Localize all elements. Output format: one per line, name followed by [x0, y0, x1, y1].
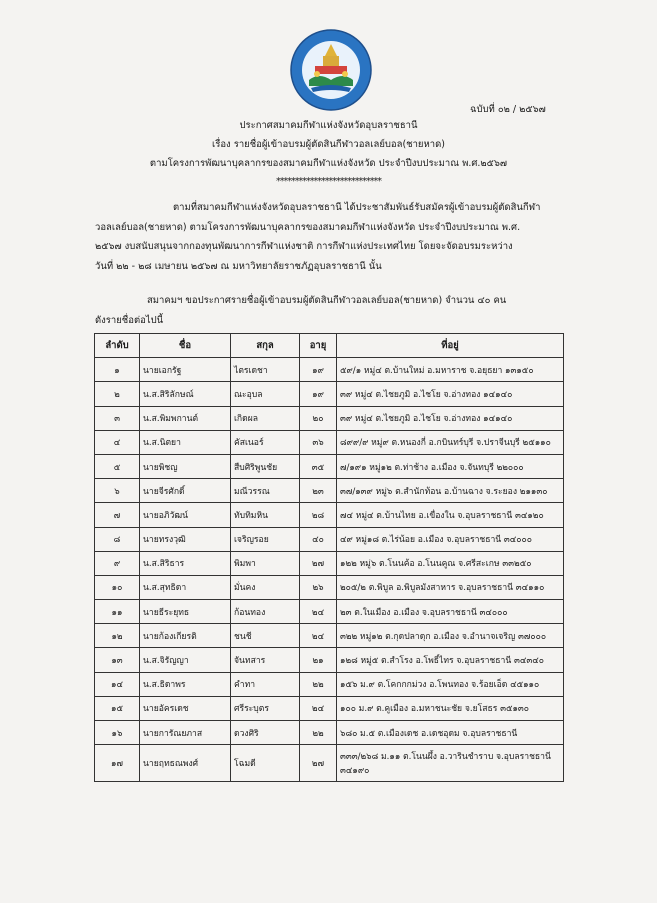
cell-order: ๑๑ [95, 600, 140, 624]
cell-age: ๑๙ [300, 358, 337, 382]
cell-order: ๕ [95, 454, 140, 478]
table-row [95, 575, 564, 599]
cell-order: ๖ [95, 479, 140, 503]
cell-surname: เจริญรอย [231, 527, 300, 551]
cell-name: น.ส.จิรัญญา [140, 648, 231, 672]
table-row [95, 624, 564, 648]
cell-address: ๑๒๒ หมู่๖ ต.โนนค้อ อ.โนนคูณ จ.ศรีสะเกษ ๓๓๒๕๐ [337, 551, 564, 575]
cell-address: ๓๒๒ หมู่๑๒ ต.กุดปลาดุก อ.เมือง จ.อำนาจเจริญ ๓๗๐๐๐ [337, 624, 564, 648]
cell-order: ๒ [95, 382, 140, 406]
cell-order: ๘ [95, 527, 140, 551]
announcement-subject: เรื่อง รายชื่อผู้เข้าอบรมผู้ตัดสินกีฬาวอลเลย์บอล(ชายหาด) [212, 139, 445, 150]
separator-stars: **************************** [276, 176, 381, 187]
cell-surname: สืบศิริพูนชัย [231, 454, 300, 478]
cell-surname: มณีวรรณ [231, 479, 300, 503]
cell-address: ๘๙๙/๙ หมู่๙ ต.หนองกี่ อ.กบินทร์บุรี จ.ปราจีนบุรี ๒๕๑๑๐ [337, 430, 564, 454]
cell-name: น.ส.สิริลักษณ์ [140, 382, 231, 406]
cell-age: ๒๑ [300, 648, 337, 672]
cell-name: นายเอกรัฐ [140, 358, 231, 382]
table-row [95, 672, 564, 696]
table-row [95, 454, 564, 478]
cell-age: ๓๖ [300, 430, 337, 454]
cell-age: ๒๗ [300, 551, 337, 575]
cell-order: ๑๖ [95, 721, 140, 745]
body-paragraph [95, 198, 565, 276]
table-row [95, 406, 564, 430]
cell-age: ๒๔ [300, 624, 337, 648]
cell-name: น.ส.ธิดาพร [140, 672, 231, 696]
association-logo [289, 28, 373, 112]
cell-age: ๑๙ [300, 382, 337, 406]
table-row [95, 527, 564, 551]
cell-order: ๑ [95, 358, 140, 382]
header-surname: สกุล [231, 334, 300, 358]
cell-order: ๑๔ [95, 672, 140, 696]
cell-surname: เกิดผล [231, 406, 300, 430]
cell-age: ๒๗ [300, 745, 337, 782]
cell-surname: โฉมดี [231, 745, 300, 782]
table-body [95, 358, 564, 782]
cell-address: ๑๒๘ หมู่๕ ต.สำโรง อ.โพธิ์ไทร จ.อุบลราชธานี ๓๔๓๔๐ [337, 648, 564, 672]
cell-age: ๓๕ [300, 454, 337, 478]
cell-name: นายธีระยุทธ [140, 600, 231, 624]
cell-name: นายจีรศักดิ์ [140, 479, 231, 503]
cell-age: ๒๔ [300, 696, 337, 720]
cell-name: นายอภิวัฒน์ [140, 503, 231, 527]
body-line-4: วันที่ ๒๒ - ๒๘ เมษายน ๒๕๖๗ ณ มหาวิทยาลัยราชภัฏอุบลราชธานี นั้น [95, 260, 382, 272]
cell-surname: ณะอุบล [231, 382, 300, 406]
cell-surname: พิมพา [231, 551, 300, 575]
header-address: ที่อยู่ [337, 334, 564, 358]
cell-surname: มั่นคง [231, 575, 300, 599]
cell-name: น.ส.พิมพกานต์ [140, 406, 231, 430]
cell-age: ๒๒ [300, 721, 337, 745]
table-row [95, 479, 564, 503]
cell-surname: ดวงศิริ [231, 721, 300, 745]
header-name: ชื่อ [140, 334, 231, 358]
cell-address: ๒๐๕/๒ ต.พิบูล อ.พิบูลมังสาหาร จ.อุบลราชธานี ๓๔๑๑๐ [337, 575, 564, 599]
cell-order: ๑๒ [95, 624, 140, 648]
table-header-row [95, 334, 564, 358]
table-row [95, 648, 564, 672]
body-line-2: วอลเลย์บอล(ชายหาด) ตามโครงการพัฒนาบุคลากรของสมาคมกีฬาแห่งจังหวัด ประจำปีงบประมาณ พ.ศ. [95, 221, 521, 233]
cell-address: ๗๔ หมู่๔ ต.บ้านไทย อ.เขื่องใน จ.อุบลราชธานี ๓๔๑๒๐ [337, 503, 564, 527]
cell-age: ๒๖ [300, 575, 337, 599]
cell-name: น.ส.นิตยา [140, 430, 231, 454]
table-row [95, 358, 564, 382]
cell-surname: ทับทิมหิน [231, 503, 300, 527]
cell-address: ๒๓ ต.ในเมือง อ.เมือง จ.อุบลราชธานี ๓๔๐๐๐ [337, 600, 564, 624]
cell-surname: ไตรเดชา [231, 358, 300, 382]
cell-age: ๒๒ [300, 672, 337, 696]
cell-name: น.ส.สุทธิดา [140, 575, 231, 599]
announcement-title: ประกาศสมาคมกีฬาแห่งจังหวัดอุบลราชธานี [239, 120, 418, 131]
cell-name: นายฤทธณพงศ์ [140, 745, 231, 782]
body-line-3: ๒๕๖๗ งบสนับสนุนจากกองทุนพัฒนาการกีฬาแห่งชาติ การกีฬาแห่งประเทศไทย โดยจะจัดอบรมระหว่าง [95, 241, 513, 252]
table-row [95, 696, 564, 720]
table-row [95, 551, 564, 575]
cell-order: ๙ [95, 551, 140, 575]
cell-name: นายการัณยภาส [140, 721, 231, 745]
cell-name: นายอัครเดช [140, 696, 231, 720]
cell-surname: ชนชี [231, 624, 300, 648]
cell-order: ๑๗ [95, 745, 140, 782]
cell-address: ๕๙/๑ หมู่๔ ต.บ้านใหม่ อ.มหาราช จ.อยุธยา ๑๓๑๕๐ [337, 358, 564, 382]
cell-age: ๒๔ [300, 600, 337, 624]
body-line-1: ตามที่สมาคมกีฬาแห่งจังหวัดอุบลราชธานี ได้ประชาสัมพันธ์รับสมัครผู้เข้าอบรมผู้ตัดสินกีฬา [173, 202, 541, 213]
cell-name: นายก้องเกียรติ [140, 624, 231, 648]
cell-surname: ก้อนทอง [231, 600, 300, 624]
table-row [95, 382, 564, 406]
cell-address: ๑๕๖ ม.๙ ต.โคกกกม่วง อ.โพนทอง จ.ร้อยเอ็ด ๔๕๑๑๐ [337, 672, 564, 696]
cell-order: ๓ [95, 406, 140, 430]
cell-age: ๒๐ [300, 406, 337, 430]
table-row [95, 600, 564, 624]
cell-address: ๓๓๓/๒๖๘ ม.๑๑ ต.โนนผึ้ง อ.วารินชำราบ จ.อุบลราชธานี ๓๔๑๙๐ [337, 745, 564, 782]
table-row [95, 721, 564, 745]
cell-address: ๖๘๐ ม.๕ ต.เมืองเดช อ.เดชอุดม จ.อุบลราชธานี [337, 721, 564, 745]
cell-order: ๗ [95, 503, 140, 527]
cell-address: ๔๙ หมู่๑๘ ต.ไร่น้อย อ.เมือง จ.อุบลราชธานี ๓๔๐๐๐ [337, 527, 564, 551]
cell-address: ๓๙ หมู่๔ ต.ไชยภูมิ อ.ไชโย จ.อ่างทอง ๑๔๑๔๐ [337, 382, 564, 406]
cell-surname: คัสเนอร์ [231, 430, 300, 454]
cell-order: ๑๕ [95, 696, 140, 720]
participants-table [94, 333, 564, 782]
document-number: ฉบับที่ ๐๒ / ๒๕๖๗ [470, 104, 546, 115]
cell-address: ๓๙ หมู่๔ ต.ไชยภูมิ อ.ไชโย จ.อ่างทอง ๑๔๑๔๐ [337, 406, 564, 430]
announce-line-2: ดังรายชื่อต่อไปนี้ [95, 315, 164, 326]
cell-address: ๑๐๐ ม.๙ ต.คูเมือง อ.มหาชนะชัย จ.ยโสธร ๓๕๑๓๐ [337, 696, 564, 720]
cell-age: ๔๐ [300, 527, 337, 551]
cell-order: ๑๓ [95, 648, 140, 672]
table-row [95, 430, 564, 454]
table-row [95, 745, 564, 782]
cell-name: น.ส.สิริธาร [140, 551, 231, 575]
announce-line-1: สมาคมฯ ขอประกาศรายชื่อผู้เข้าอบรมผู้ตัดสินกีฬาวอลเลย์บอล(ชายหาด) จำนวน ๔๐ คน [147, 295, 507, 306]
cell-order: ๑๐ [95, 575, 140, 599]
cell-surname: จันทสาร [231, 648, 300, 672]
cell-name: นายพิชญ [140, 454, 231, 478]
project-line: ตามโครงการพัฒนาบุคลากรของสมาคมกีฬาแห่งจังหวัด ประจำปีงบประมาณ พ.ศ.๒๕๖๗ [149, 158, 508, 169]
cell-age: ๒๘ [300, 503, 337, 527]
header-age: อายุ [300, 334, 337, 358]
cell-age: ๒๓ [300, 479, 337, 503]
cell-order: ๔ [95, 430, 140, 454]
header-order: ลำดับ [95, 334, 140, 358]
cell-surname: คำทา [231, 672, 300, 696]
cell-surname: ศรีระบุตร [231, 696, 300, 720]
cell-address: ๗/๑๙๑ หมู่๑๒ ต.ท่าช้าง อ.เมือง จ.จันทบุรี ๒๒๐๐๐ [337, 454, 564, 478]
table-row [95, 503, 564, 527]
cell-name: นายทรงวุฒิ [140, 527, 231, 551]
cell-address: ๓๗/๑๓๙ หมู่๖ ต.สำนักท้อน อ.บ้านฉาง จ.ระยอง ๒๑๑๓๐ [337, 479, 564, 503]
